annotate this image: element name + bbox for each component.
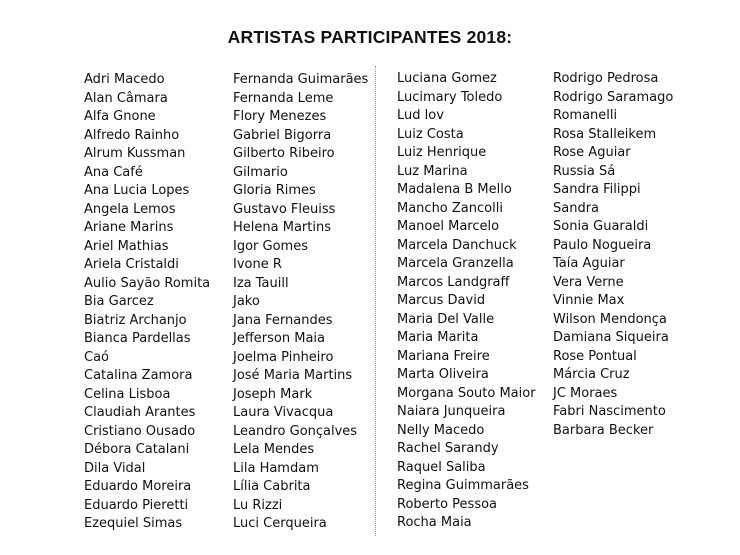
artist-name: Bia Garcez xyxy=(84,294,154,309)
artist-column-2 xyxy=(233,71,368,534)
artist-name: Luci Cerqueira xyxy=(233,516,327,531)
artist-name: Naiara Junqueira xyxy=(397,404,506,419)
artist-name: Paulo Nogueira xyxy=(553,237,652,253)
artist-name: Rocha Maia xyxy=(397,515,472,530)
artist-column-1 xyxy=(84,71,210,534)
artist-name: Lela Mendes xyxy=(233,442,315,457)
artist-name: Lu Rizzi xyxy=(233,497,283,513)
artist-name: Rachel Sarandy xyxy=(397,441,499,456)
artist-name: Marcela Danchuck xyxy=(397,237,517,253)
page-title: ARTISTAS PARTICIPANTES 2018: xyxy=(227,27,513,47)
artist-name: Lucimary Toledo xyxy=(397,89,503,105)
artist-name: Iza Tauill xyxy=(233,275,289,291)
artist-name: Jefferson Maia xyxy=(233,331,325,346)
artist-name: Raquel Saliba xyxy=(397,459,486,475)
artist-column-3 xyxy=(397,70,536,533)
artist-name: Sandra Filippi xyxy=(553,182,641,197)
artist-name: Celina Lisboa xyxy=(84,386,171,402)
artist-name: Alrum Kussman xyxy=(84,146,186,161)
artist-name: Flory Menezes xyxy=(233,109,327,124)
artist-name: Lud lov xyxy=(397,108,444,123)
artist-name: Regina Guimmarães xyxy=(397,478,529,493)
artist-name: Márcia Cruz xyxy=(553,367,630,382)
artist-name: Laura Vivacqua xyxy=(233,405,334,420)
artist-name: Maria Del Valle xyxy=(397,311,495,327)
artist-name: Sonia Guaraldi xyxy=(553,219,649,234)
artist-name: Vinnie Max xyxy=(553,293,625,308)
artist-name: Ana Café xyxy=(84,164,143,180)
artist-name: Luiz Costa xyxy=(397,126,464,142)
artist-name: Marcela Granzella xyxy=(397,256,514,271)
artist-name: Sandra xyxy=(553,200,600,216)
artist-name: Marcos Landgraff xyxy=(397,274,510,290)
artist-name: Taía Aguiar xyxy=(553,256,625,271)
artist-name: Bianca Pardellas xyxy=(84,331,191,346)
artist-name: Rose Aguiar xyxy=(553,145,631,160)
artist-name: Marcus David xyxy=(397,293,486,308)
artist-name: Débora Catalani xyxy=(84,442,190,457)
artist-name: Cristiano Ousado xyxy=(84,423,196,439)
artist-name: Eduardo Pieretti xyxy=(84,497,189,513)
artist-name: Barbara Becker xyxy=(553,422,654,438)
artist-name: Luciana Gomez xyxy=(397,71,497,86)
artist-name: Rodrigo Pedrosa xyxy=(553,71,659,86)
artist-name: Gloria Rimes xyxy=(233,183,316,198)
artist-name: Ivone R xyxy=(233,257,282,272)
artist-name: Rose Pontual xyxy=(553,348,637,364)
artist-name: Ariel Mathias xyxy=(84,238,169,254)
artist-name: Gilmario xyxy=(233,164,288,180)
artist-name: Manoel Marcelo xyxy=(397,219,500,234)
artist-name: Helena Martins xyxy=(233,220,331,235)
artist-name: Jako xyxy=(233,294,260,309)
artist-name: Vera Verne xyxy=(553,274,624,290)
artist-name: Damiana Siqueira xyxy=(553,330,669,345)
artist-name: José Maria Martins xyxy=(233,368,353,383)
artist-name: Mancho Zancolli xyxy=(397,200,503,216)
artist-name: Fernanda Leme xyxy=(233,90,334,106)
artist-name: Claudiah Arantes xyxy=(84,405,196,420)
artist-name: Lila Hamdam xyxy=(233,460,319,476)
artist-name: Ariela Cristaldi xyxy=(84,257,179,272)
artist-name: Gabriel Bigorra xyxy=(233,127,332,143)
artist-name: Gustavo Fleuiss xyxy=(233,201,336,217)
artist-name: Roberto Pessoa xyxy=(397,496,498,512)
column-divider xyxy=(375,66,376,536)
artist-name: Fabri Nascimento xyxy=(553,404,666,419)
artist-name: Lília Cabrita xyxy=(233,479,311,494)
artist-name: Biatriz Archanjo xyxy=(84,312,187,328)
artist-name: Gilberto Ribeiro xyxy=(233,146,335,161)
artist-name: Adri Macedo xyxy=(84,72,165,87)
artist-name: Marta Oliveira xyxy=(397,367,489,382)
artist-name: Angela Lemos xyxy=(84,201,176,217)
artist-name: Maria Marita xyxy=(397,330,479,345)
artist-name: Rosa Stalleikem xyxy=(553,126,657,142)
artist-name: Morgana Souto Maior xyxy=(397,385,536,401)
artist-name: Madalena B Mello xyxy=(397,182,512,197)
artist-name: Wilson Mendonça xyxy=(553,311,667,327)
artist-name: Ana Lucia Lopes xyxy=(84,183,190,198)
artist-name: Dila Vidal xyxy=(84,460,146,476)
artist-name: Catalina Zamora xyxy=(84,368,193,383)
artist-name: JC Moraes xyxy=(553,385,618,401)
artist-name: Nelly Macedo xyxy=(397,422,485,438)
artist-name: Igor Gomes xyxy=(233,238,308,254)
artist-name: Rodrigo Saramago xyxy=(553,89,674,105)
artist-name: Luiz Henrique xyxy=(397,145,487,160)
artist-name: Caó xyxy=(84,349,109,365)
artist-name: Alfredo Rainho xyxy=(84,127,180,143)
artist-name: Ariane Marins xyxy=(84,220,174,235)
artist-name: Romanelli xyxy=(553,108,618,123)
artist-column-4 xyxy=(553,70,673,440)
artist-name: Mariana Freire xyxy=(397,348,490,364)
artist-name: Ezequiel Simas xyxy=(84,516,183,531)
artist-name: Eduardo Moreira xyxy=(84,479,192,494)
artist-name: Russia Sá xyxy=(553,163,616,179)
artist-name: Leandro Gonçalves xyxy=(233,423,358,439)
artist-name: Alan Câmara xyxy=(84,90,168,106)
artist-name: Fernanda Guimarães xyxy=(233,72,369,87)
artist-name: Jana Fernandes xyxy=(233,312,333,328)
artist-name: Alfa Gnone xyxy=(84,109,156,124)
artist-name: Luz Marina xyxy=(397,163,468,179)
artist-name: Joseph Mark xyxy=(233,386,313,402)
artist-name: Aulio Sayão Romita xyxy=(84,275,211,291)
artist-name: Joelma Pinheiro xyxy=(233,349,334,365)
